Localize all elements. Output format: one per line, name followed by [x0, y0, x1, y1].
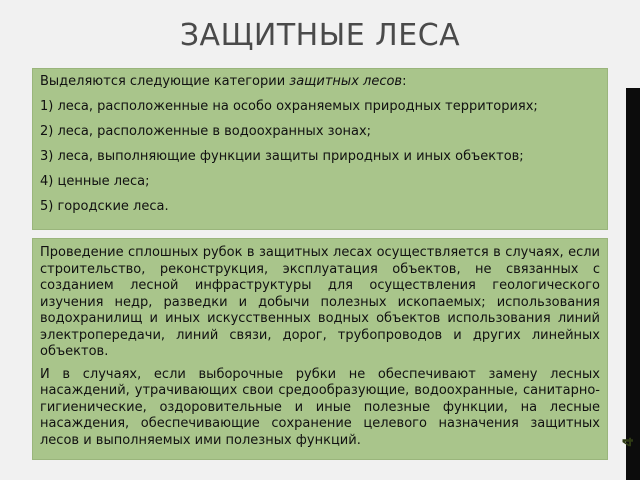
paragraph: Проведение сплошных рубок в защитных лесах осуществляется в случаях, если строительство, реконструкция, эксплуатация объектов, не связанных с созданием лесной инфраструктуры для осуществления геологического изучения недр, разведки и добычи полезных ископаемых; использования водохранилищ и иных искусственных водных объектов использования линий электропередачи, линий связи, дорог, трубопроводов и других линейных объектов. — [40, 245, 600, 359]
list-item: 3) леса, выполняющие функции защиты природных и иных объектов; — [40, 149, 524, 164]
categories-box — [32, 68, 608, 230]
slide-number: 4 — [621, 437, 637, 447]
intro-colon: : — [402, 74, 407, 89]
slide-title: ЗАЩИТНЫЕ ЛЕСА — [179, 18, 461, 53]
categories-intro — [40, 74, 600, 90]
list-item: 4) ценные леса; — [40, 174, 150, 189]
felling-rules-box — [32, 238, 608, 460]
intro-text: Выделяются следующие категории — [40, 74, 290, 89]
side-bar-decoration — [626, 88, 640, 480]
list-item: 2) леса, расположенные в водоохранных зонах; — [40, 124, 372, 139]
list-item: 1) леса, расположенные на особо охраняемых природных территориях; — [40, 99, 538, 114]
list-item: 5) городские леса. — [40, 199, 169, 214]
paragraph: И в случаях, если выборочные рубки не обеспечивают замену лесных насаждений, утрачивающих свои средообразующие, водоохранные, санитарно-гигиенические, оздоровительные и иные полезные функции, на лесные насаждения, обеспечивающие сохранение целевого назначения защитных лесов и выполняемых ими полезных функций. — [40, 366, 600, 448]
intro-emphasis: защитных лесов — [289, 74, 403, 89]
